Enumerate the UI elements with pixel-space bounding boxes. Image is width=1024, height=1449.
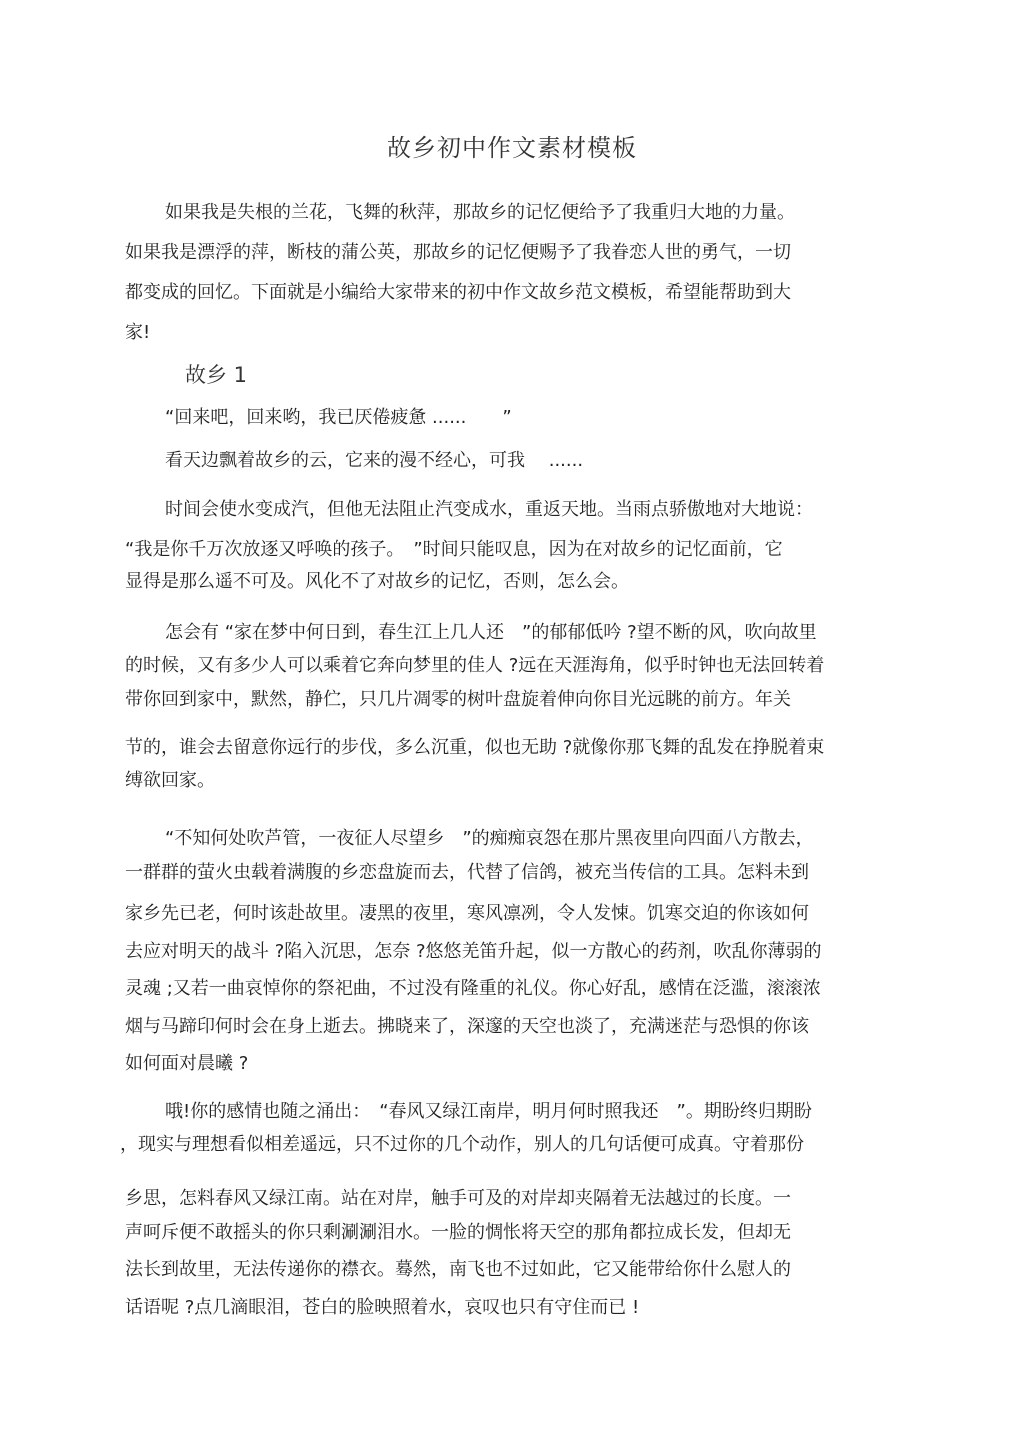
- paragraph-line: 哦!你的感情也随之涌出： “春风又绿江南岸，明月何时照我还 ”。期盼终归期盼: [165, 1101, 812, 1122]
- paragraph-line: 时间会使水变成汽，但他无法阻止汽变成水，重返天地。当雨点骄傲地对大地说：: [165, 499, 813, 520]
- paragraph-line: 如何面对晨曦 ?: [125, 1053, 249, 1074]
- quote-line: “回来吧，回来哟，我已厌倦疲惫 ...... ”: [165, 407, 512, 428]
- paragraph-line: “不知何处吹芦管，一夜征人尽望乡 ”的痴痴哀怨在那片黑夜里向四面八方散去，: [165, 828, 814, 849]
- paragraph-line: 家乡先已老，何时该赴故里。凄黑的夜里，寒风凛冽，令人发悚。饥寒交迫的你该如何: [125, 903, 809, 924]
- paragraph-line: 法长到故里，无法传递你的襟衣。蓦然，南飞也不过如此，它又能带给你什么慰人的: [125, 1259, 791, 1280]
- cloud-line: 看天边飘着故乡的云，它来的漫不经心，可我 ......: [165, 450, 584, 471]
- paragraph-line: 显得是那么遥不可及。风化不了对故乡的记忆，否则，怎么会。: [125, 571, 629, 592]
- paragraph-line: 声呵斥便不敢摇头的你只剩涮涮泪水。一脸的惆怅将天空的那角都拉成长发，但却无: [125, 1222, 791, 1243]
- paragraph-line: 一群群的萤火虫载着满腹的乡恋盘旋而去，代替了信鸽，被充当传信的工具。怎料未到: [125, 862, 809, 883]
- paragraph-line: 节的，谁会去留意你远行的步伐，多么沉重，似也无助 ?就像你那飞舞的乱发在挣脱着束: [125, 737, 825, 758]
- paragraph-line: 乡思，怎料春风又绿江南。站在对岸，触手可及的对岸却夹隔着无法越过的长度。一: [125, 1188, 791, 1209]
- intro-line: 家!: [125, 322, 151, 343]
- intro-line: 如果我是漂浮的萍，断枝的蒲公英，那故乡的记忆便赐予了我眷恋人世的勇气，一切: [125, 242, 791, 263]
- intro-line: 都变成的回忆。下面就是小编给大家带来的初中作文故乡范文模板，希望能帮助到大: [125, 282, 791, 303]
- section-heading: 故乡 1: [185, 363, 248, 387]
- paragraph-line: 的时候，又有多少人可以乘着它奔向梦里的佳人 ?远在天涯海角，似乎时钟也无法回转着: [125, 655, 825, 676]
- paragraph-line: 话语呢 ?点几滴眼泪，苍白的脸映照着水，哀叹也只有守住而已 !: [125, 1297, 640, 1318]
- intro-line: 如果我是失根的兰花，飞舞的秋萍，那故乡的记忆便给予了我重归大地的力量。: [165, 202, 795, 223]
- paragraph-line: 缚欲回家。: [125, 770, 215, 791]
- paragraph-line: 带你回到家中，默然，静伫，只几片凋零的树叶盘旋着伸向你目光远眺的前方。年关: [125, 689, 791, 710]
- paragraph-line: ，现实与理想看似相差遥远，只不过你的几个动作，别人的几句话便可成真。守着那份: [120, 1134, 804, 1155]
- paragraph-line: 灵魂 ;又若一曲哀悼你的祭祀曲，不过没有隆重的礼仪。你心好乱，感情在泛滥，滚滚浓: [125, 978, 821, 999]
- paragraph-line: 烟与马蹄印何时会在身上逝去。拂晓来了，深邃的天空也淡了，充满迷茫与恐惧的你该: [125, 1016, 809, 1037]
- paragraph-line: 去应对明天的战斗 ?陷入沉思，怎奈 ?悠悠羌笛升起，似一方散心的药剂，吹乱你薄弱的: [125, 941, 822, 962]
- paragraph-line: 怎会有 “家在梦中何日到，春生江上几人还 ”的郁郁低吟 ?望不断的风，吹向故里: [165, 622, 817, 643]
- paragraph-line: “我是你千万次放逐又呼唤的孩子。 ”时间只能叹息，因为在对故乡的记忆面前，它: [125, 539, 783, 560]
- document-title: 故乡初中作文素材模板: [387, 134, 637, 162]
